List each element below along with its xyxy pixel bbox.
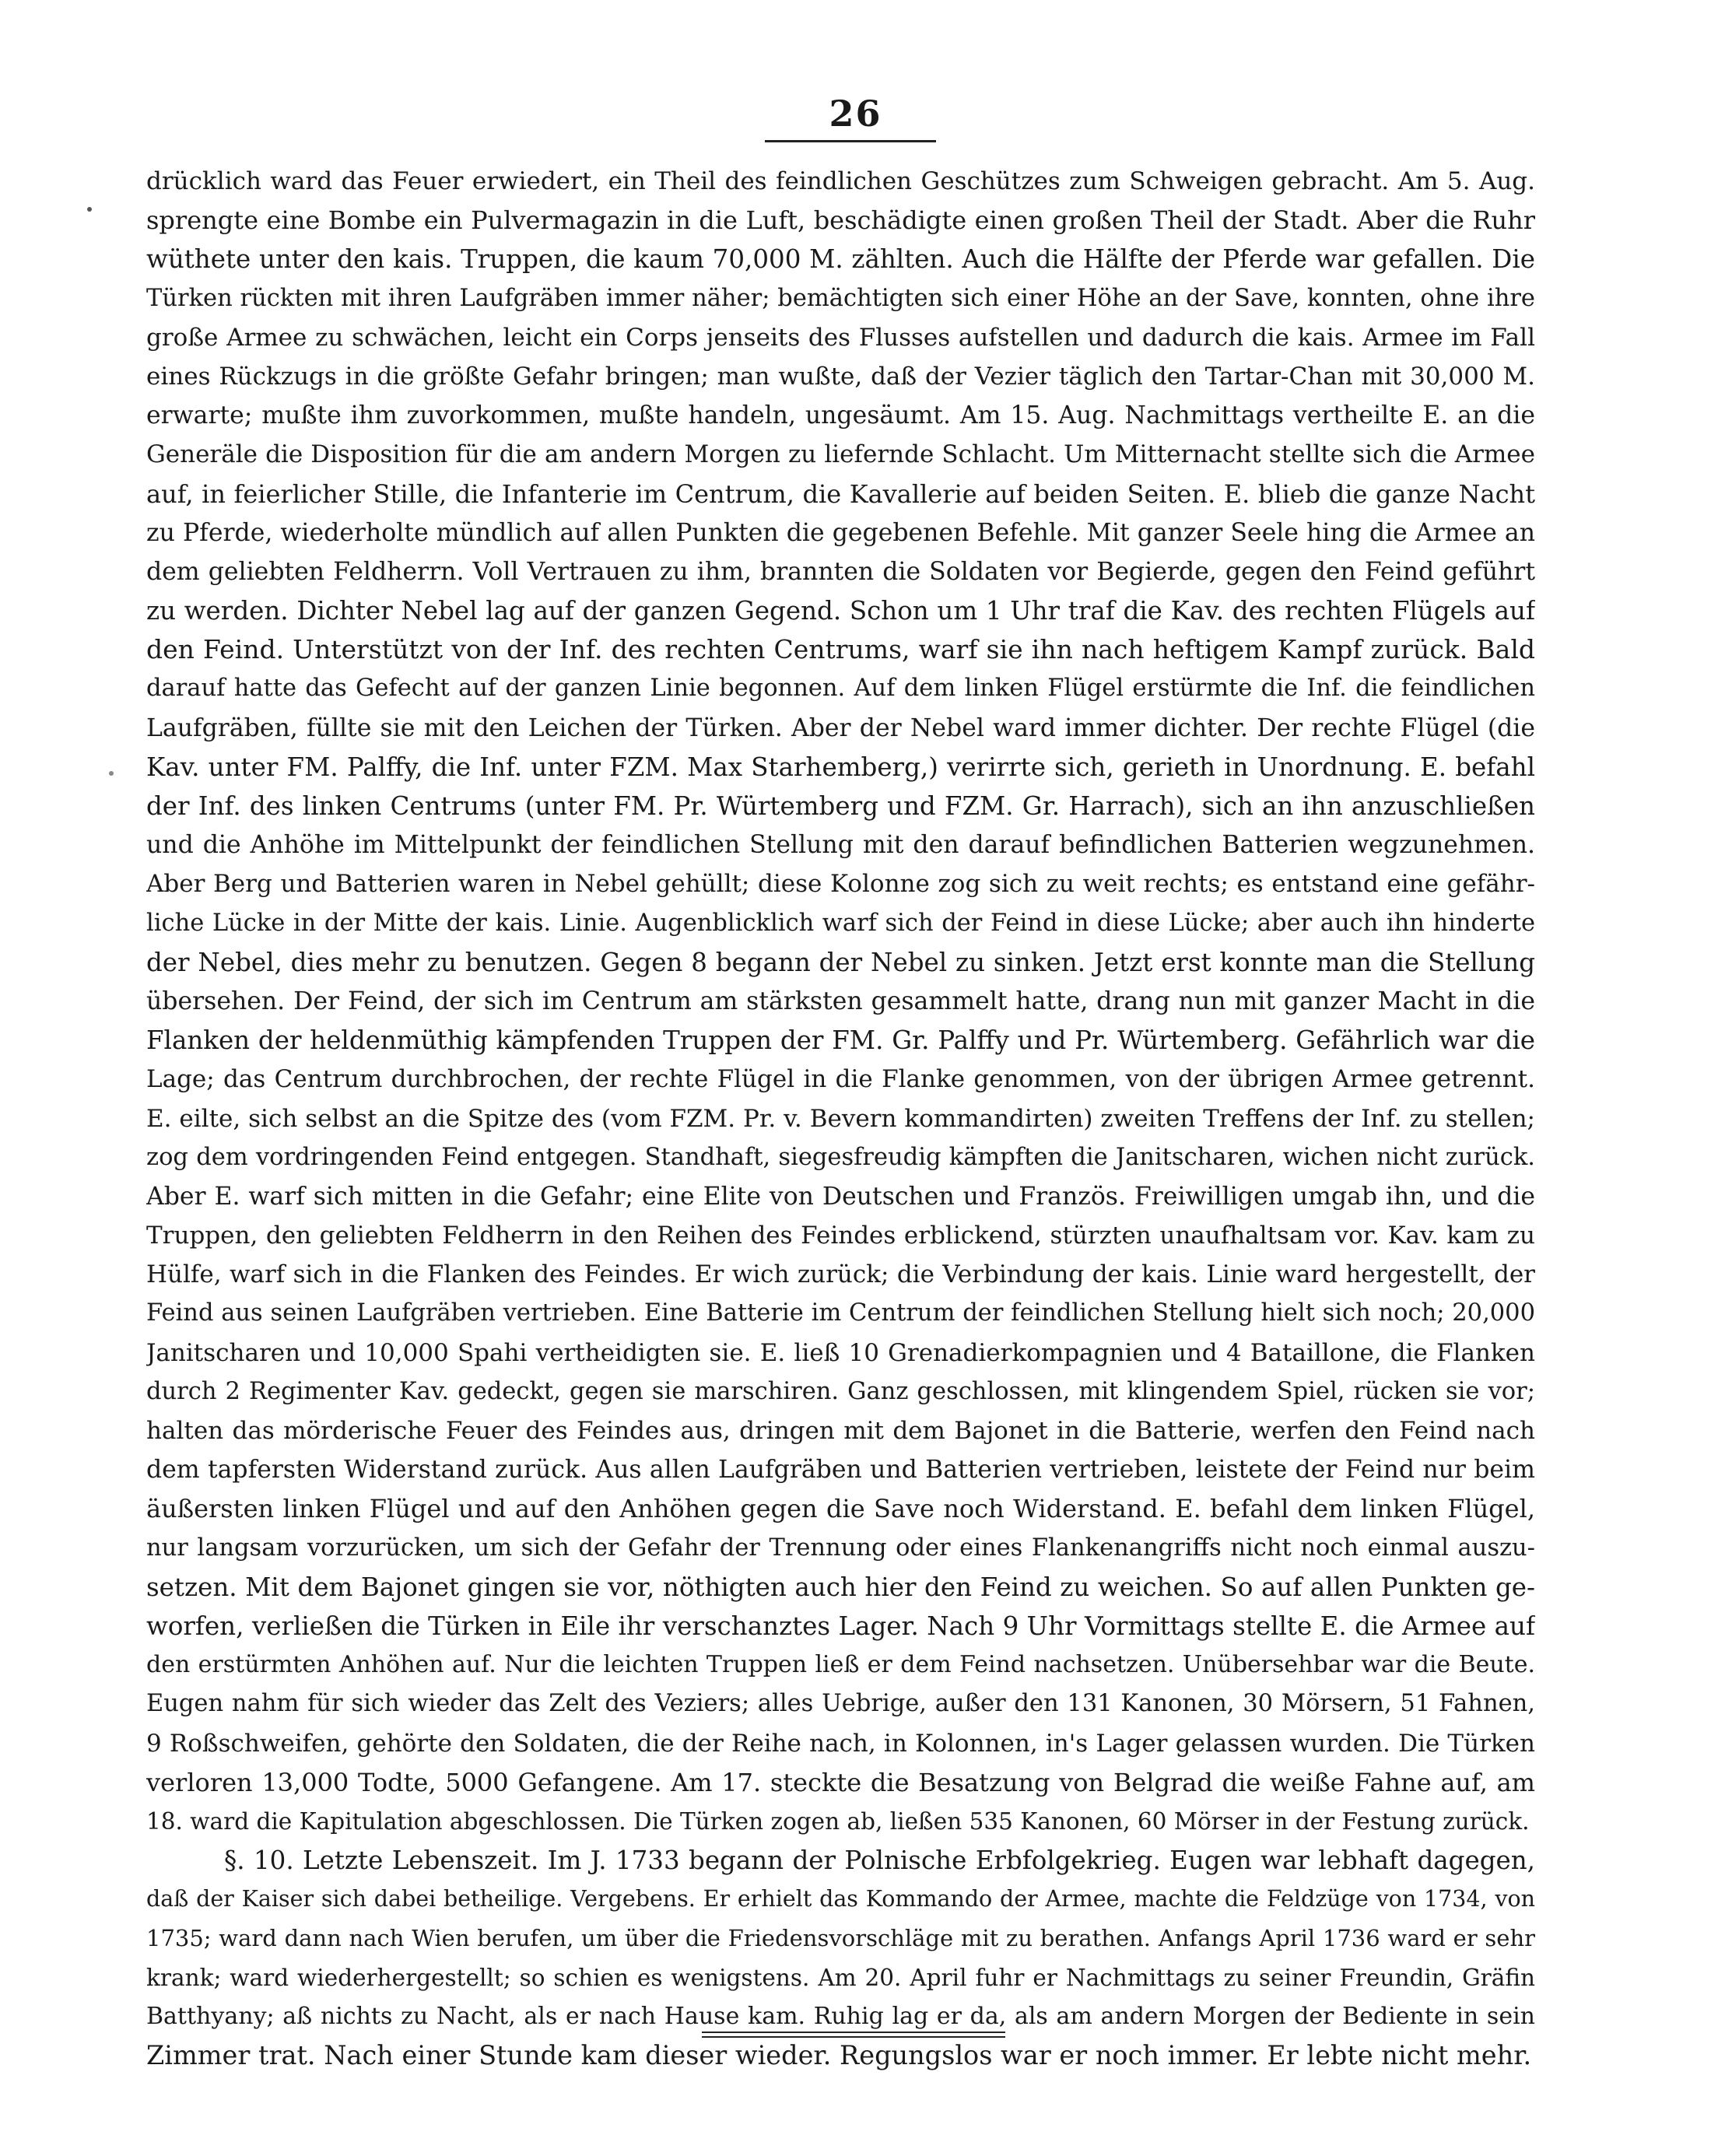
text-line: Hülfe, warf sich in die Flanken des Feindes. Er wich zurück; die Verbindung der kais. Linie ward hergestellt, der bbox=[146, 1260, 1535, 1289]
text-line: dem tapfersten Widerstand zurück. Aus allen Laufgräben und Batterien vertrieben, leistete der Feind nur beim bbox=[146, 1456, 1535, 1485]
text-line: erwarte; mußte ihm zuvorkommen, mußte handeln, ungesäumt. Am 15. Aug. Nachmittags vertheilte E. an die bbox=[146, 401, 1535, 430]
text-line: Laufgräben, füllte sie mit den Leichen der Türken. Aber der Nebel ward immer dichter. Der rechte Flügel (die bbox=[146, 713, 1535, 742]
print-speck bbox=[109, 771, 114, 776]
text-line: der Inf. des linken Centrums (unter FM. Pr. Würtemberg und FZM. Gr. Harrach), sich an ihn anzuschließen bbox=[146, 791, 1535, 821]
text-line: Lage; das Centrum durchbrochen, der rechte Flügel in die Flanke genommen, von der übrigen Armee getrennt. bbox=[146, 1065, 1535, 1094]
text-line: nur langsam vorzurücken, um sich der Gefahr der Trennung oder eines Flankenangriffs nicht noch einmal auszu- bbox=[146, 1534, 1535, 1562]
text-line: eines Rückzugs in die größte Gefahr bringen; man wußte, daß der Vezier täglich den Tartar-Chan mit 30,000 M. bbox=[146, 362, 1535, 391]
text-line: E. eilte, sich selbst an die Spitze des (vom FZM. Pr. v. Bevern kommandirten) zweiten Treffens der Inf. zu stellen; bbox=[146, 1104, 1535, 1133]
text-line: zog dem vordringenden Feind entgegen. Standhaft, siegesfreudig kämpften die Janitscharen, wichen nicht zurück. bbox=[146, 1143, 1535, 1171]
text-line: liche Lücke in der Mitte der kais. Linie. Augenblicklich warf sich der Feind in diese Lücke; aber auch ihn hinderte bbox=[146, 909, 1535, 937]
text-line: Truppen, den geliebten Feldherrn in den Reihen des Feindes erblickend, stürzten unaufhaltsam vor. Kav. kam zu bbox=[146, 1222, 1535, 1250]
text-line: verloren 13,000 Todte, 5000 Gefangene. Am 17. steckte die Besatzung von Belgrad die weiße Fahne auf, am bbox=[146, 1767, 1535, 1797]
text-line: worfen, verließen die Türken in Eile ihr verschanztes Lager. Nach 9 Uhr Vormittags stellte E. die Armee auf bbox=[146, 1611, 1535, 1641]
text-line: 9 Roßschweifen, gehörte den Soldaten, die der Reihe nach, in Kolonnen, in's Lager gelassen wurden. Die Türken bbox=[146, 1729, 1535, 1758]
text-line: den Feind. Unterstützt von der Inf. des rechten Centrums, warf sie ihn nach heftigem Kampf zurück. Bald bbox=[146, 634, 1535, 665]
text-line: zu Pferde, wiederholte mündlich auf allen Punkten die gegebenen Befehle. Mit ganzer Seele hing die Armee an bbox=[146, 518, 1535, 547]
text-line: durch 2 Regimenter Kav. gedeckt, gegen sie marschiren. Ganz geschlossen, mit klingendem Spiel, rücken sie vor; bbox=[146, 1377, 1535, 1405]
text-line: Aber Berg und Batterien waren in Nebel gehüllt; diese Kolonne zog sich zu weit rechts; es entstand eine gefähr- bbox=[146, 870, 1535, 899]
text-line: Aber E. warf sich mitten in die Gefahr; eine Elite von Deutschen und Französ. Freiwilligen umgab ihn, und die bbox=[146, 1182, 1535, 1211]
header-rule bbox=[765, 140, 936, 142]
text-line: große Armee zu schwächen, leicht ein Corps jenseits des Flusses aufstellen und dadurch die kais. Armee im Fall bbox=[146, 323, 1535, 352]
text-line: Türken rückten mit ihren Laufgräben immer näher; bemächtigten sich einer Höhe an der Save, konnten, ohne ihre bbox=[146, 284, 1535, 312]
print-speck bbox=[87, 207, 92, 212]
text-line: krank; ward wiederhergestellt; so schien es wenigstens. Am 20. April fuhr er Nachmittags zu seiner Freundin, Gräfin bbox=[146, 1964, 1535, 1991]
page-number: 26 bbox=[829, 93, 882, 135]
text-line: Generäle die Disposition für die am andern Morgen zu liefernde Schlacht. Um Mitternacht stellte sich die Armee bbox=[146, 440, 1535, 469]
text-line: Eugen nahm für sich wieder das Zelt des Veziers; alles Uebrige, außer den 131 Kanonen, 30 Mörsern, 51 Fahnen, bbox=[146, 1690, 1535, 1718]
text-line: Kav. unter FM. Palffy, die Inf. unter FZM. Max Starhemberg,) verirrte sich, gerieth in Unordnung. E. befahl bbox=[146, 752, 1535, 782]
text-line: auf, in feierlicher Stille, die Infanterie im Centrum, die Kavallerie auf beiden Seiten. E. blieb die ganze Nacht bbox=[146, 479, 1535, 509]
text-line: und die Anhöhe im Mittelpunkt der feindlichen Stellung mit den darauf befindlichen Batterien wegzunehmen. bbox=[146, 831, 1535, 860]
text-line: Flanken der heldenmüthig kämpfenden Truppen der FM. Gr. Palffy und Pr. Würtemberg. Gefährlich war die bbox=[146, 1025, 1535, 1056]
text-line: darauf hatte das Gefecht auf der ganzen Linie begonnen. Auf dem linken Flügel erstürmte die Inf. die feindlichen bbox=[146, 675, 1535, 703]
text-line: Feind aus seinen Laufgräben vertrieben. Eine Batterie im Centrum der feindlichen Stellung hielt sich noch; 20,000 bbox=[146, 1299, 1535, 1327]
text-line: setzen. Mit dem Bajonet gingen sie vor, nöthigten auch hier den Feind zu weichen. So auf allen Punkten ge- bbox=[146, 1572, 1535, 1602]
section-heading-line: §. 10. Letzte Lebenszeit. Im J. 1733 begann der Polnische Erbfolgekrieg. Eugen war lebhaft dagegen, bbox=[224, 1846, 1535, 1876]
text-line: Batthyany; aß nichts zu Nacht, als er nach Hause kam. Ruhig lag er da, als am andern Morgen der Bediente in sein bbox=[146, 2002, 1535, 2030]
text-line: wüthete unter den kais. Truppen, die kaum 70,000 M. zählten. Auch die Hälfte der Pferde war gefallen. Die bbox=[146, 244, 1535, 275]
text-line: der Nebel, dies mehr zu benutzen. Gegen 8 begann der Nebel zu sinken. Jetzt erst konnte man die Stellung bbox=[146, 947, 1535, 977]
text-line: Janitscharen und 10,000 Spahi vertheidigten sie. E. ließ 10 Grenadierkompagnien und 4 Bataillone, die Flanken bbox=[146, 1338, 1535, 1367]
text-line: halten das mörderische Feuer des Feindes aus, dringen mit dem Bajonet in die Batterie, werfen den Feind nach bbox=[146, 1417, 1535, 1445]
text-line: 1735; ward dann nach Wien berufen, um über die Friedensvorschläge mit zu berathen. Anfangs April 1736 ward er sehr bbox=[146, 1925, 1535, 1952]
text-line: zu werden. Dichter Nebel lag auf der ganzen Gegend. Schon um 1 Uhr traf die Kav. des rechten Flügels auf bbox=[146, 596, 1535, 626]
body-text bbox=[146, 162, 1535, 2075]
text-line: sprengte eine Bombe ein Pulvermagazin in die Luft, beschädigte einen großen Theil der Stadt. Aber die Ruhr bbox=[146, 205, 1535, 236]
text-line: dem geliebten Feldherrn. Voll Vertrauen zu ihm, brannten die Soldaten vor Begierde, gegen den Feind geführt bbox=[146, 557, 1535, 586]
text-line: übersehen. Der Feind, der sich im Centrum am stärksten gesammelt hatte, drang nun mit ganzer Macht in die bbox=[146, 987, 1535, 1015]
text-line: 18. ward die Kapitulation abgeschlossen. Die Türken zogen ab, ließen 535 Kanonen, 60 Mörser in der Festung zurück. bbox=[146, 1807, 1530, 1835]
text-line: äußersten linken Flügel und auf den Anhöhen gegen die Save noch Widerstand. E. befahl dem linken Flügel, bbox=[146, 1494, 1535, 1524]
text-line: Zimmer trat. Nach einer Stunde kam dieser wieder. Regungslos war er noch immer. Er lebte nicht mehr. bbox=[146, 2040, 1532, 2070]
text-line: drücklich ward das Feuer erwiedert, ein Theil des feindlichen Geschützes zum Schweigen gebracht. Am 5. Aug. bbox=[146, 167, 1535, 195]
text-line: den erstürmten Anhöhen auf. Nur die leichten Truppen ließ er dem Feind nachsetzen. Unübersehbar war die Beute. bbox=[146, 1651, 1535, 1679]
footer-double-rule bbox=[702, 2032, 1005, 2038]
text-line: daß der Kaiser sich dabei betheilige. Vergebens. Er erhielt das Kommando der Armee, machte die Feldzüge von 1734, von bbox=[146, 1886, 1535, 1912]
